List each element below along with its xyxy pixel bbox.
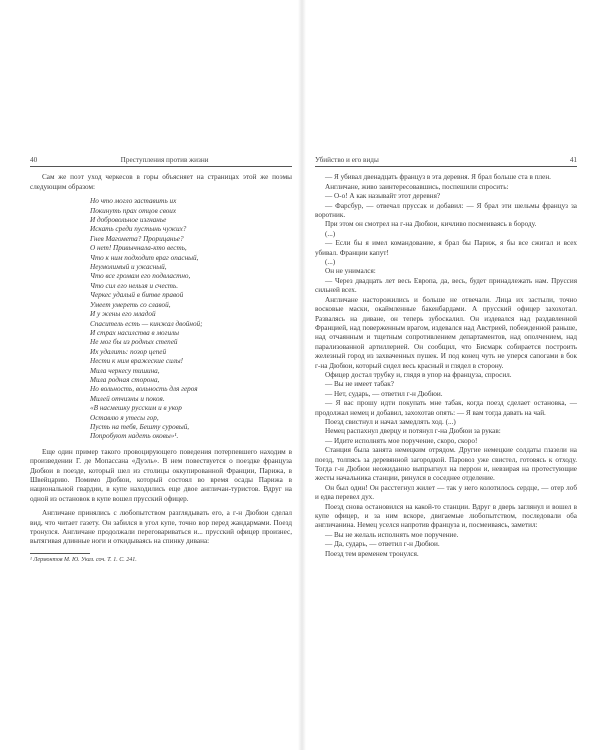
poem-line: Мила черкесу тишина,: [90, 366, 160, 375]
poem-line: Черкес удалый в битве правой: [90, 291, 184, 300]
poem-line: Что к ним подходит враг опасный,: [90, 253, 199, 262]
right-page: [315, 156, 577, 706]
poem-line: Милей отчизны и покоя.: [90, 394, 165, 403]
poem-line: О нет! Привычнала-кто весть,: [90, 244, 187, 253]
left-running-title: Преступления против жизни: [120, 156, 209, 164]
body-paragraph: (...): [325, 229, 336, 238]
body-paragraph: Англичане насторожились и больше не отвечали. Лица их застыли, точно восковые маски, окаймленные бакенбардами. А прусский офицер захохотал. Развалясь на диване, он теперь зубоскалил. Он издевался над раздавленной Францией, над поверженным врагом, издевался над Австрией, побежденной раньше, над отчаянным и тщетным сопротивлением департаментов, над ополчением, над парализованной артиллерией. Он сообщил, что Бисмарк собирается построить железный город из захваченных пушек. И под конец чуть не уперся сапогами в бок г-на Дюбюи, который сидел весь красный и глядел в сторону.: [315, 295, 577, 370]
poem-line: Пусть на тебя, Бешту суровый,: [90, 422, 190, 431]
poem-line: «В насмешку русским и в укор: [90, 404, 182, 413]
footnote: ¹ Лермонтов М. Ю. Указ. соч. Т. 1. С. 241.: [30, 556, 137, 563]
left-page-number: 40: [30, 156, 38, 164]
left-page-header: [30, 156, 292, 167]
poem-line: Но вольность, вольность для героя: [90, 385, 198, 394]
poem-line: Гнев Магомета? Прорицанье?: [90, 234, 184, 243]
body-paragraph: — Через двадцать лет весь Европа, да, весь, будет принадлежать нам. Пруссия сильней всех.: [315, 276, 577, 295]
body-paragraph: Он не унимался:: [325, 267, 376, 276]
poem-line: Оставлю я утесы гор,: [90, 413, 159, 422]
body-paragraph: — Я вас прошу идти покупать мне табак, когда поезд сделает остановка, — продолжал немец и добавил, захохотав опять: — Я вам тогда давать на чай.: [315, 399, 577, 417]
poem-line: И добровольное изгнанье: [90, 216, 167, 225]
poem-line: И у жены его младой: [90, 310, 156, 319]
poem-line: Нести к ним вражеские силы!: [90, 357, 184, 366]
body-paragraph: Еще один пример такого провоцирующего поведения потерпевшего находим в произведении Г. де Мопассана «Дуэль». В нем повествуется о поездке француза Дюбюи в поезде, который шел из столицы оккупированной Франции, Парижа, в Швейцарию. Помимо Дюбюи, который состоял во время осады Парижа в национальной гвардии, в купе находились еще двое англичан-туристов. Вдруг на одной из остановок в купе вошел прусский офицер.: [30, 447, 292, 503]
body-paragraph: Станция была занята немецким отрядом. Другие немецкие солдаты глазели на поезд, толпясь за деревянной загородкой. Паровоз уже свистел, готовясь к отходу. Тогда г-н Дюбюи неожиданно выпрыгнул на перрон и, невзирая на протестующие жесты начальника станции, ринулся в соседнее отделение.: [315, 446, 577, 483]
body-paragraph: — Вы не желаль исполнять мое поручение.: [325, 530, 459, 539]
body-paragraph: Англичане, живо заинтересовавшись, поспешили спросить:: [325, 182, 509, 191]
footnote-divider: [30, 553, 90, 554]
poem-line: Покинуть прах отцов своих: [90, 206, 177, 215]
body-paragraph: — Нет, сударь, — ответил г-н Дюбюи.: [325, 389, 443, 398]
right-page-number: 41: [569, 156, 577, 164]
left-page: [30, 156, 292, 706]
poem-line: Их удалить: позор цепей: [90, 347, 167, 356]
poem-line: Но что могло заставить их: [90, 197, 177, 206]
body-paragraph: — Если бы я имел командование, я брал бы Париж, я бы все сжигал и всех убивал. Франции капут!: [315, 239, 577, 257]
poem-line: Мила родная сторона,: [90, 375, 160, 384]
poem-excerpt: [90, 197, 292, 442]
poem-line: Попробуют надеть оковы»¹.: [90, 432, 179, 441]
body-paragraph: — Я убивал двенадцать француз в эта деревня. Я брал больше ста в плен.: [325, 173, 551, 182]
body-paragraph: (...): [325, 258, 336, 267]
intro-paragraph: Сам же поэт уход черкесов в горы объясняет на страницах этой же поэмы следующим образом:: [30, 173, 292, 191]
body-paragraph: Немец распахнул дверцу и потянул г-на Дюбюи за рукав:: [325, 427, 501, 436]
right-page-header: [315, 156, 577, 167]
poem-line: Искать среди пустынь чужих?: [90, 225, 187, 234]
right-running-title: Убийство и его виды: [315, 156, 379, 164]
body-paragraph: Поезд снова остановился на какой-то станции. Вдруг в дверь заглянул и вошел в купе офицер, и за ним вскоре, двигаемые любопытством, последовали оба англичанина. Немец уселся напротив француза и, посмеиваясь, заметил:: [315, 502, 577, 530]
poem-line: Умеет умереть со славой,: [90, 300, 171, 309]
poem-line: И страх насилства в могилы: [90, 328, 180, 337]
poem-line: Неумолимый и ужасный,: [90, 263, 167, 272]
body-paragraph: При этом он смотрел на г-на Дюбюи, кичливо посмеиваясь в бороду.: [325, 220, 537, 229]
poem-line: Что все громам его подвластно,: [90, 272, 191, 281]
poem-line: Что сил его нельзя и счесть.: [90, 281, 179, 290]
body-paragraph: Англичане принялись с любопытством разглядывать его, а г-н Дюбюи сделал вид, что читает газету. Он забился в угол купе, точно вор перед жандармами. Поезд тронулся. Англичане продолжали переговариваться и... прусский офицер произнес, вытягивая длинные ноги и откидываясь на спинку дивана:: [30, 509, 292, 546]
body-paragraph: Поезд свистнул и начал замедлять ход. (...): [325, 417, 456, 426]
body-paragraph: — Да, сударь, — ответил г-н Дюбюи.: [325, 540, 440, 549]
body-paragraph: — Идите исполнять мое поручение, скоро, скоро!: [325, 436, 478, 445]
poem-line: Спаситель есть — кинжал двойной;: [90, 319, 203, 328]
body-paragraph: Он был один! Он расстегнул жилет — так у него колотилось сердце, — отер лоб и едва перевел дух.: [315, 483, 577, 502]
body-paragraph: — О-о! А как называйт этот деревня?: [325, 192, 441, 201]
book-gutter: [298, 0, 306, 750]
body-paragraph: Офицер достал трубку и, глядя в упор на француза, спросил.: [325, 370, 512, 379]
body-paragraph: — Фарсбур, — отвечал пруссак и добавил: — Я брал эти шельмы француз за воротник.: [315, 201, 577, 220]
body-paragraph: — Вы не имеет табак?: [325, 380, 394, 389]
body-paragraph: Поезд тем временем тронулся.: [325, 549, 419, 558]
poem-line: Не мог бы из родных степей: [90, 338, 178, 347]
